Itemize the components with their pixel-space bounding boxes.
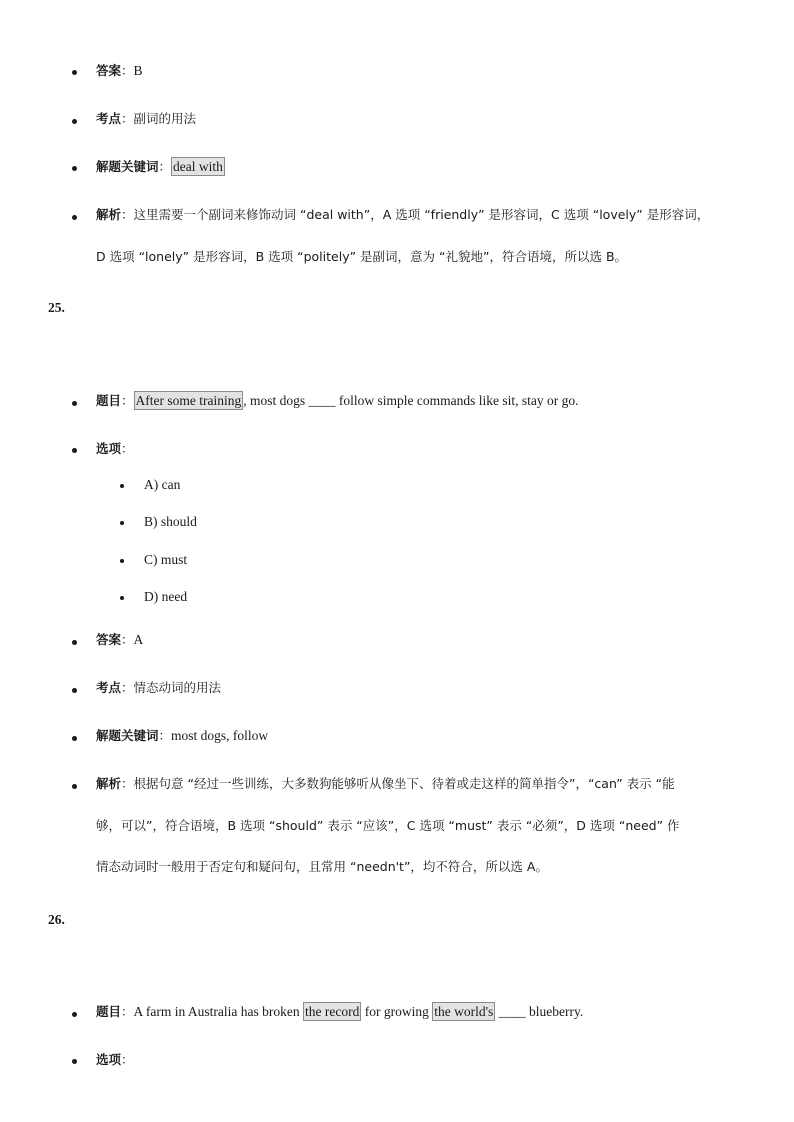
keywords-label: 解题关键词	[96, 159, 159, 174]
keywords-label: 解题关键词	[96, 728, 159, 743]
stem-text: , most dogs ____ follow simple commands like sit, stay or go.	[243, 393, 579, 408]
stem-highlight: After some training	[135, 393, 242, 408]
analysis-label: 解析	[96, 776, 122, 791]
options-label: 选项	[96, 1052, 122, 1067]
bullet	[72, 736, 77, 741]
options-label: 选项	[96, 441, 122, 456]
q24-point: 考点：副词的用法	[96, 111, 197, 126]
q24-analysis-line2: D 选项 “lonely” 是形容词，B 选项 “politely” 是副词，意为 “礼貌地”，符合语境，所以选 B。	[96, 249, 628, 264]
point-value: 情态动词的用法	[133, 680, 222, 695]
answer-value: A	[133, 632, 144, 647]
bullet	[72, 688, 77, 693]
analysis-text: 根据句意 “经过一些训练，大多数狗能够听从像坐下、待着或走这样的简单指令”，“can” 表示 “能	[133, 776, 675, 791]
option-d: D) need	[144, 589, 188, 604]
q26-stem: 题目：A farm in Australia has broken the record for growing the world's ____ blueberry.	[96, 1004, 584, 1019]
q25-options-heading: 选项：	[96, 441, 134, 456]
keywords-value: most dogs, follow	[171, 728, 269, 743]
point-value: 副词的用法	[133, 111, 197, 126]
stem-highlight: the record	[305, 1004, 360, 1019]
bullet	[72, 401, 77, 406]
bullet	[72, 1012, 77, 1017]
stem-highlight: the world's	[434, 1004, 494, 1019]
option-b: B) should	[144, 514, 197, 529]
stem-label: 题目	[96, 1004, 122, 1019]
option-bullet	[120, 596, 124, 600]
q24-keywords: 解题关键词： deal with	[96, 159, 223, 174]
q24-answer: 答案：B	[96, 63, 143, 78]
answer-label: 答案	[96, 632, 122, 647]
option-bullet	[120, 484, 124, 488]
q25-point: 考点：情态动词的用法	[96, 680, 222, 695]
analysis-text: 这里需要一个副词来修饰动词 “deal with”，A 选项 “friendly” 是形容词，C 选项 “lovely” 是形容词，	[133, 207, 710, 222]
q25-answer: 答案：A	[96, 632, 144, 647]
question-number: 25.	[48, 300, 65, 315]
q26-options-heading: 选项：	[96, 1052, 134, 1067]
option-a: A) can	[144, 477, 181, 492]
bullet	[72, 448, 77, 453]
bullet	[72, 166, 77, 171]
bullet	[72, 784, 77, 789]
q25-keywords: 解题关键词：most dogs, follow	[96, 728, 269, 743]
question-number: 26.	[48, 912, 65, 927]
analysis-label: 解析	[96, 207, 122, 222]
option-bullet	[120, 521, 124, 525]
option-bullet	[120, 559, 124, 563]
keywords-highlight: deal with	[173, 159, 223, 174]
point-label: 考点	[96, 680, 122, 695]
bullet	[72, 119, 77, 124]
bullet	[72, 640, 77, 645]
q25-analysis-line2: 够，可以”，符合语境，B 选项 “should” 表示 “应该”，C 选项 “must” 表示 “必须”，D 选项 “need” 作	[96, 818, 680, 833]
q24-analysis-line1: 解析：这里需要一个副词来修饰动词 “deal with”，A 选项 “friendly” 是形容词，C 选项 “lovely” 是形容词，	[96, 207, 710, 222]
point-label: 考点	[96, 111, 122, 126]
bullet	[72, 215, 77, 220]
answer-value: B	[133, 63, 143, 78]
bullet	[72, 70, 77, 75]
stem-label: 题目	[96, 393, 122, 408]
q25-analysis-line3: 情态动词时一般用于否定句和疑问句，且常用 “needn't”，均不符合，所以选 A。	[96, 859, 548, 874]
q25-analysis-line1: 解析：根据句意 “经过一些训练，大多数狗能够听从像坐下、待着或走这样的简单指令”，“can” 表示 “能	[96, 776, 675, 791]
bullet	[72, 1059, 77, 1064]
q25-stem: 题目： After some training , most dogs ____ follow simple commands like sit, stay or go.	[96, 393, 579, 408]
option-c: C) must	[144, 552, 188, 567]
answer-label: 答案	[96, 63, 122, 78]
